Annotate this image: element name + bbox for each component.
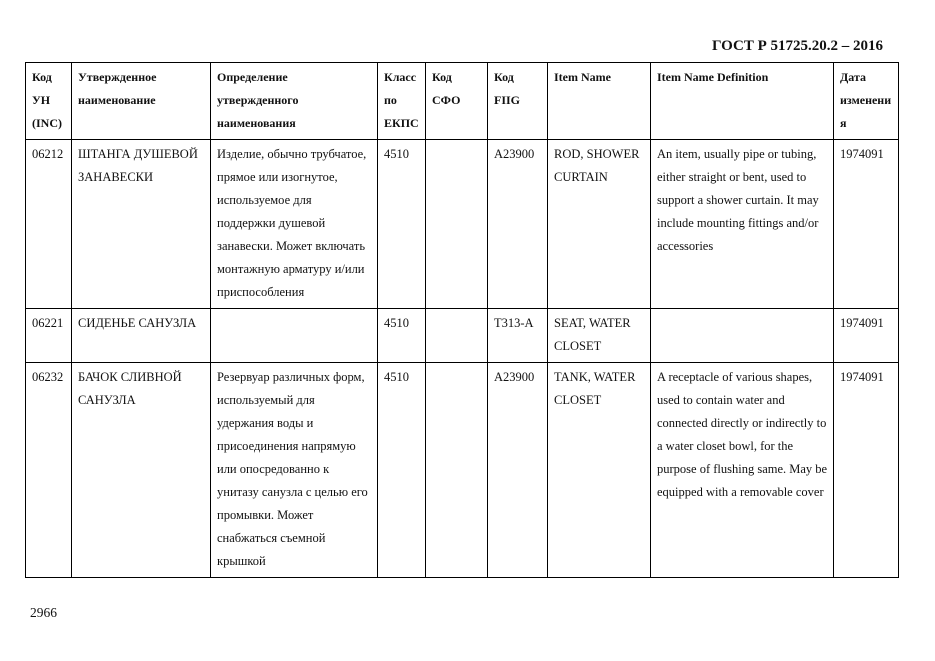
cell-item-name-definition: A receptacle of various shapes, used to contain water and connected directly or indirectly to a water closet bowl, for the purpose of flushing same. May be equipped with a removable cover xyxy=(651,363,834,578)
col-header-item-name: Item Name xyxy=(548,63,651,140)
cell-ekps-class: 4510 xyxy=(378,363,426,578)
cell-item-name-definition: An item, usually pipe or tubing, either straight or bent, used to support a shower curtain. It may include mounting fittings and/or accessories xyxy=(651,140,834,309)
cell-item-name: ROD, SHOWER CURTAIN xyxy=(548,140,651,309)
col-header-fiig-code: Код FIIG xyxy=(488,63,548,140)
cell-ekps-class: 4510 xyxy=(378,309,426,363)
item-catalog-table xyxy=(25,62,899,578)
cell-approved-name: ШТАНГА ДУШЕВОЙ ЗАНАВЕСКИ xyxy=(72,140,211,309)
cell-ekps-class: 4510 xyxy=(378,140,426,309)
cell-definition: Изделие, обычно трубчатое, прямое или изогнутое, используемое для поддержки душевой занавески. Может включать монтажную арматуру и/или приспособления xyxy=(211,140,378,309)
cell-inc: 06221 xyxy=(26,309,72,363)
cell-fiig-code: T313-A xyxy=(488,309,548,363)
document-standard-title: ГОСТ Р 51725.20.2 – 2016 xyxy=(712,38,884,54)
col-header-inc: Код УН (INC) xyxy=(26,63,72,140)
cell-fiig-code: A23900 xyxy=(488,363,548,578)
cell-sfo-code xyxy=(426,140,488,309)
col-header-approved-name: Утвержденное наименование xyxy=(72,63,211,140)
cell-approved-name: БАЧОК СЛИВНОЙ САНУЗЛА xyxy=(72,363,211,578)
col-header-ekps-class: Класс по ЕКПС xyxy=(378,63,426,140)
cell-fiig-code: A23900 xyxy=(488,140,548,309)
col-header-change-date: Дата изменения xyxy=(834,63,899,140)
cell-change-date: 1974091 xyxy=(834,309,899,363)
col-header-item-name-definition: Item Name Definition xyxy=(651,63,834,140)
table-header-row xyxy=(26,63,899,140)
cell-sfo-code xyxy=(426,309,488,363)
cell-item-name: SEAT, WATER CLOSET xyxy=(548,309,651,363)
cell-inc: 06212 xyxy=(26,140,72,309)
cell-change-date: 1974091 xyxy=(834,140,899,309)
table-row xyxy=(26,309,899,363)
col-header-sfo-code: Код СФО xyxy=(426,63,488,140)
cell-item-name-definition xyxy=(651,309,834,363)
cell-item-name: TANK, WATER CLOSET xyxy=(548,363,651,578)
cell-definition xyxy=(211,309,378,363)
cell-definition: Резервуар различных форм, используемый для удержания воды и присоединения напрямую или опосредованно к унитазу санузла с целью его промывки. Может снабжаться съемной крышкой xyxy=(211,363,378,578)
page-number: 2966 xyxy=(30,605,57,620)
cell-change-date: 1974091 xyxy=(834,363,899,578)
table-row xyxy=(26,140,899,309)
col-header-definition: Определение утвержденного наименования xyxy=(211,63,378,140)
cell-inc: 06232 xyxy=(26,363,72,578)
table-row xyxy=(26,363,899,578)
cell-approved-name: СИДЕНЬЕ САНУЗЛА xyxy=(72,309,211,363)
cell-sfo-code xyxy=(426,363,488,578)
